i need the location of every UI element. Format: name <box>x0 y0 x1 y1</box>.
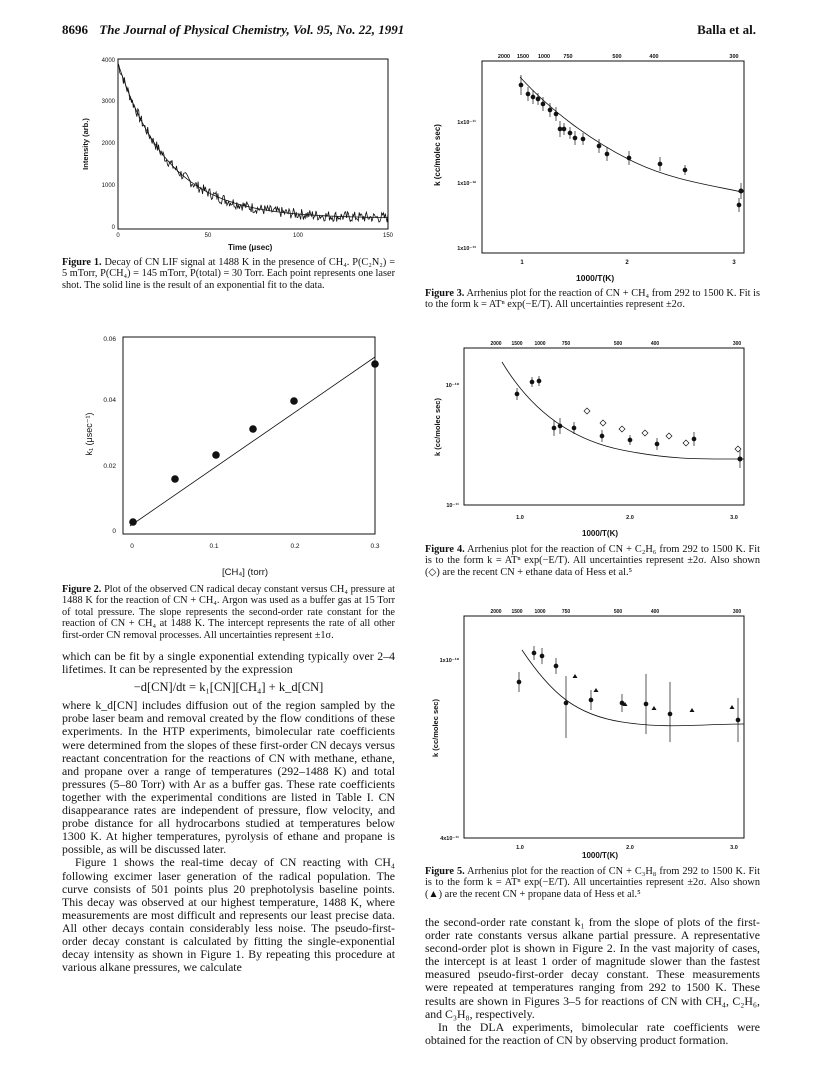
figure-5-top-tick: 400 <box>650 609 660 615</box>
figure-3-top-tick: 750 <box>563 54 573 60</box>
figure-4-caption-label: Figure 4. <box>425 544 465 555</box>
figure-1-xlabel: Time (μsec) <box>228 243 273 252</box>
figure-2-ytick: 0.06 <box>103 336 116 343</box>
figure-3-point <box>573 136 577 140</box>
figure-2-x-ticks <box>130 543 380 550</box>
figure-3-point <box>605 152 609 156</box>
body-left-column <box>62 650 395 974</box>
figure-2-point <box>249 425 257 433</box>
figure-2-xtick: 0.3 <box>370 543 380 550</box>
figure-1-data-trace <box>118 63 388 222</box>
figure-4-xlabel: 1000/T(K) <box>582 529 619 538</box>
figure-5-x-ticks <box>516 845 738 851</box>
figure-3-caption <box>425 288 760 311</box>
figure-1-caption-text: Decay of CN LIF signal at 1488 K in the presence of CH₄. P(C₂N₂) = 5 mTorr, P(CH₄) = 145 mTorr, P(total) = 30 Torr. Each point represents one laser shot. The solid line is the result of an exponential fit to the data. <box>62 257 396 291</box>
figure-4-fit-curve <box>502 362 744 459</box>
figure-4-point <box>738 457 742 461</box>
figure-3-point <box>581 137 585 141</box>
figure-3-top-tick: 1000 <box>537 54 551 60</box>
figure-5-xtick: 3.0 <box>730 845 738 851</box>
figure-5-triangle <box>690 708 695 712</box>
figure-3-caption-label: Figure 3. <box>425 288 465 299</box>
figure-1-caption-label: Figure 1. <box>62 257 102 268</box>
figure-4-y-ticks <box>446 382 460 509</box>
figure-5-top-tick: 2000 <box>490 609 502 615</box>
figure-5-point <box>540 654 544 658</box>
figure-4-top-tick: 2000 <box>490 341 502 347</box>
figure-4-point <box>692 437 696 441</box>
figure-5-fit-curve <box>522 650 744 726</box>
figure-3-fit-curve <box>520 77 742 192</box>
figure-4-diamond <box>683 440 689 446</box>
figure-1-ytick: 0 <box>111 225 115 231</box>
figure-5-xtick: 1.0 <box>516 845 524 851</box>
figure-1-ytick: 2000 <box>101 141 115 147</box>
figure-5-point <box>554 664 558 668</box>
figure-1-xtick: 0 <box>116 233 120 239</box>
figure-3-point <box>554 112 558 116</box>
figure-1-x-ticks <box>116 233 393 239</box>
figure-3-point <box>568 131 572 135</box>
journal-title: The Journal of Physical Chemistry, Vol. 95, No. 22, 1991 <box>99 22 405 37</box>
figure-2-point <box>171 475 179 483</box>
figure-2-ylabel: k₁ (μsec⁻¹) <box>84 412 94 456</box>
figure-3-point <box>558 127 562 131</box>
figure-4-ytick: 10⁻¹⁰ <box>445 383 459 389</box>
running-header <box>62 22 404 38</box>
figure-4-point <box>537 379 541 383</box>
figure-4-caption-text: Arrhenius plot for the reaction of CN + C₂H₆ from 292 to 1500 K. Fit is to the form k = ATⁿ exp(−E/T). All uncertainties represent ±2σ. Also shown (◇) are the recent CN + ethane data of Hess et al.⁵ <box>425 544 760 578</box>
figure-4-hess-points <box>584 408 741 452</box>
figure-2-y-ticks <box>103 336 116 535</box>
figure-4-diamond <box>619 426 625 432</box>
figure-3-ytick: 1x10⁻¹² <box>457 181 476 187</box>
figure-3-top-axis <box>498 54 739 60</box>
figure-5-filled-points <box>517 646 740 742</box>
figure-3-y-ticks <box>457 119 476 252</box>
figure-4-x-ticks <box>516 515 738 521</box>
figure-5-xtick: 2.0 <box>626 845 634 851</box>
figure-5-point <box>564 701 568 705</box>
figure-3-ylabel: k (cc/molec sec) <box>433 124 442 186</box>
figure-4-chart <box>433 341 747 521</box>
figure-5-point <box>517 680 521 684</box>
body-right-column <box>425 916 760 1047</box>
figure-5-triangle <box>594 688 599 692</box>
rate-equation: −d[CN]/dt = k₁[CN][CH₄] + k_d[CN] <box>133 680 324 695</box>
figure-3-xlabel: 1000/T(K) <box>576 273 615 283</box>
figure-2-chart <box>84 334 380 550</box>
figure-4-caption <box>425 544 760 578</box>
figure-5-xlabel: 1000/T(K) <box>582 851 619 860</box>
figure-4-point <box>628 438 632 442</box>
figure-5-caption-label: Figure 5. <box>425 866 465 877</box>
figure-4-point <box>530 380 534 384</box>
figure-4-top-tick: 400 <box>650 341 660 347</box>
figure-2-ytick: 0.04 <box>103 397 116 404</box>
author-header: Balla et al. <box>697 22 756 37</box>
figure-1-ylabel: Intensity (arb.) <box>81 118 90 170</box>
figure-5-top-tick: 1500 <box>511 609 523 615</box>
figure-5-point <box>532 651 536 655</box>
figure-3-point <box>519 83 523 87</box>
figure-5-point <box>620 701 624 705</box>
figure-4-top-axis <box>490 341 741 347</box>
figure-3-points <box>519 75 743 212</box>
figure-1-ytick: 1000 <box>101 183 115 189</box>
figure-5-top-tick: 500 <box>613 609 623 615</box>
figure-3-xtick: 2 <box>625 260 629 266</box>
figure-2-xlabel: [CH₄] (torr) <box>222 567 269 578</box>
figure-4-filled-points <box>515 376 742 468</box>
figure-5-triangle <box>573 674 578 678</box>
figure-5-triangle <box>652 706 657 710</box>
figure-5-ytick: 1x10⁻¹⁰ <box>439 658 459 664</box>
figure-1-fit-curve <box>118 63 388 217</box>
figure-3-point <box>658 162 662 166</box>
figure-4-top-tick: 750 <box>561 341 571 347</box>
body-left-paragraph-1: which can be fit by a single exponential extending typically over 2–4 lifetimes. It can be represented by the expression <box>62 649 395 677</box>
figure-3-point <box>737 203 741 207</box>
figure-4-diamond <box>666 433 672 439</box>
figure-5-point <box>668 712 672 716</box>
figure-3-point <box>739 189 743 193</box>
figure-2-point <box>290 397 298 405</box>
figure-3-chart <box>433 54 750 266</box>
figure-3-point <box>597 144 601 148</box>
page-number: 8696 <box>62 22 88 37</box>
figure-5-caption <box>425 866 760 900</box>
figure-4-point <box>558 424 562 428</box>
body-left-paragraph-3: Figure 1 shows the real-time decay of CN reacting with CH₄ following excimer laser generation of the radical population. The curve consists of 501 points plus 20 prephotolysis baseline points. This decay was observed at our highest temperature, 1488 K, where measurements are most difficult and represents our least precise data. All other decays contain considerably less noise. The pseudo-first-order decay constant is calculated by fitting the single-exponential decay intensity as shown in Figure 1. By repeating this procedure at various alkane pressures, we calculate <box>62 855 395 975</box>
figure-4-top-tick: 1000 <box>534 341 546 347</box>
figure-2-xtick: 0 <box>130 543 134 550</box>
figure-4-diamond <box>584 408 590 414</box>
figure-4-diamond <box>642 430 648 436</box>
figure-4-point <box>600 434 604 438</box>
figure-2-point <box>212 451 220 459</box>
figure-3-caption-text: Arrhenius plot for the reaction of CN + CH₄ from 292 to 1500 K. Fit is to the form k = ATⁿ exp(−E/T). All uncertainties represent ±2σ. <box>425 288 760 311</box>
figure-3-point <box>526 92 530 96</box>
figure-1-y-ticks <box>102 58 116 231</box>
figure-3-point <box>541 102 545 106</box>
figure-4-xtick: 2.0 <box>626 515 634 521</box>
figure-2-xtick: 0.2 <box>290 543 300 550</box>
figure-4-diamond <box>600 420 606 426</box>
figure-2-caption-text: Plot of the observed CN radical decay constant versus CH₄ pressure at 1488 K for the reaction of CN + CH₄. Argon was used as a buffer gas at 15 Torr of total pressure. The slope represents the second-order rate constant for the reaction of CN + CH₄ at 1488 K. The intercept represents the rate of all other first-order CN removal processes. All uncertainties represent ±1σ. <box>62 584 396 641</box>
figure-4-point <box>515 392 519 396</box>
figure-1-caption <box>62 257 395 291</box>
figure-5-ylabel: k (cc/molec sec) <box>431 699 440 757</box>
figure-3-ytick: 1x10⁻¹¹ <box>457 120 476 126</box>
figure-5-hess-points <box>573 674 735 712</box>
figure-2-point <box>129 518 137 526</box>
figure-4-ytick: 10⁻¹¹ <box>446 503 459 509</box>
figure-3-point <box>531 95 535 99</box>
figure-4-xtick: 1.0 <box>516 515 524 521</box>
body-left-paragraph-2: where k_d[CN] includes diffusion out of the region sampled by the probe laser beam and removal created by the flow conditions of these experiments. In the HTP experiments, bimolecular rate coefficients were determined from the slopes of these first-order CN decays versus reactant concentration for the reactions of CN with methane, ethane, and propane over a range of temperatures (292–1488 K) and total pressures (5–80 Torr) with Ar as a buffer gas. These rate coefficients together with the experimental conditions are listed in Table I. CN disappearance rates are independent of pressure, flow velocity, and probe distance for all hydrocarbons studied at temperatures below 1300 K. At higher temperatures, pyrolysis of ethane and propane is possible, as will be discussed later. <box>62 698 395 857</box>
figure-3-point <box>536 97 540 101</box>
figure-5-top-tick: 300 <box>732 609 742 615</box>
figure-3-point <box>562 127 566 131</box>
figure-5-frame <box>464 616 744 838</box>
figure-5-top-tick: 1000 <box>534 609 546 615</box>
figure-4-ylabel: k (cc/molec sec) <box>433 398 442 456</box>
figure-3-xtick: 1 <box>520 260 524 266</box>
figure-2-ytick: 0 <box>112 528 116 535</box>
figure-5-point <box>589 698 593 702</box>
figure-1-xtick: 100 <box>292 233 304 239</box>
figure-3-top-tick: 1500 <box>516 54 530 60</box>
figure-5-top-tick: 750 <box>561 609 571 615</box>
figure-3-xtick: 3 <box>732 260 736 266</box>
figure-3-top-tick: 2000 <box>497 54 511 60</box>
figure-3-point <box>627 156 631 160</box>
figure-5-caption-text: Arrhenius plot for the reaction of CN + C₃H₈ from 292 to 1500 K. Fit is to the form k = ATⁿ exp(−E/T). All uncertainties represent ±2σ. Also shown (▲) are the recent CN + propane data of Hess et al.⁵ <box>425 866 760 900</box>
figure-3-top-tick: 500 <box>612 54 622 60</box>
figure-5-ytick: 4x10⁻¹¹ <box>440 836 459 842</box>
figure-1-ytick: 3000 <box>101 99 115 105</box>
figure-3-x-ticks <box>520 260 736 266</box>
figure-3-point <box>683 168 687 172</box>
figure-1-xtick: 150 <box>382 233 394 239</box>
figure-2-ytick: 0.02 <box>103 463 116 470</box>
figure-3-point <box>548 108 552 112</box>
figure-2-caption <box>62 584 395 641</box>
figure-4-point <box>552 426 556 430</box>
figure-4-point <box>655 442 659 446</box>
figure-3-top-tick: 400 <box>649 54 659 60</box>
body-right-paragraph-1: the second-order rate constant k₁ from the slope of plots of the first-order rate constants versus alkane partial pressure. A representative second-order plot is shown in Figure 2. In the vast majority of cases, the intercept is at least 1 order of magnitude slower than the fastest measured pseudo-first-order decay constant. These measurements were repeated at temperatures ranging from 292 to 1500 K. These results are shown in Figures 3–5 for reactions of CN with CH₄, C₂H₆, and C₃H₈, respectively. <box>425 915 760 1021</box>
figure-5-top-axis <box>490 609 741 615</box>
figure-4-top-tick: 1500 <box>511 341 523 347</box>
figure-4-xtick: 3.0 <box>730 515 738 521</box>
figure-2-xtick: 0.1 <box>209 543 219 550</box>
figure-2-fit-line <box>130 357 375 526</box>
figure-5-y-ticks <box>440 657 460 842</box>
body-right-paragraph-2: In the DLA experiments, bimolecular rate coefficients were obtained for the reaction of CN by observing product formation. <box>425 1019 760 1047</box>
figure-2-point <box>371 360 379 368</box>
figure-2-caption-label: Figure 2. <box>62 584 102 595</box>
figure-4-top-tick: 300 <box>732 341 742 347</box>
figure-1-frame <box>118 59 388 229</box>
figure-3-ytick: 1x10⁻¹³ <box>457 246 476 252</box>
figure-5-chart <box>431 609 747 851</box>
figure-4-frame <box>464 348 744 505</box>
figure-4-top-tick: 500 <box>613 341 623 347</box>
figure-5-triangle <box>730 705 735 709</box>
figure-1-ytick: 4000 <box>101 58 115 64</box>
figure-4-point <box>572 426 576 430</box>
figure-5-point <box>644 702 648 706</box>
figure-3-top-tick: 300 <box>729 54 739 60</box>
figure-5-point <box>736 718 740 722</box>
figure-1-chart <box>81 55 395 240</box>
figure-1-xtick: 50 <box>204 233 212 239</box>
